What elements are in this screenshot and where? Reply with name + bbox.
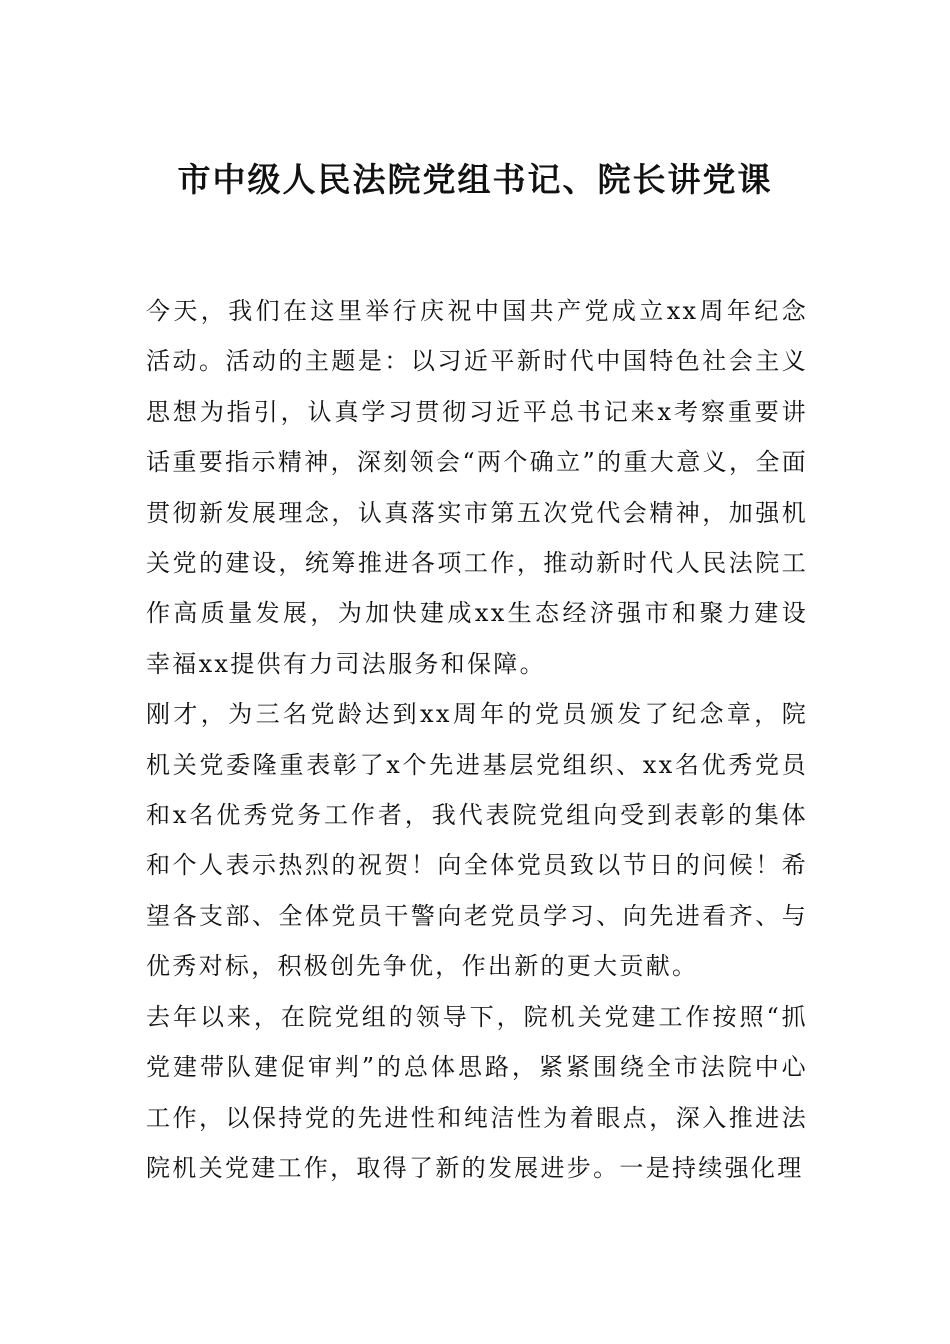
document-title: 市中级人民法院党组书记、院长讲党课 — [177, 160, 773, 199]
paragraph-3: 去年以来，在院党组的领导下，院机关党建工作按照“抓党建带队建促审判”的总体思路，紧紧围绕全市法院中心工作，以保持党的先进性和纯洁性为着眼点，深入推进法院机关党建工作，取得了新的发展进步。一是持续强化理 — [146, 1002, 808, 1182]
document-body — [146, 286, 808, 1193]
paragraph-1: 今天，我们在这里举行庆祝中国共产党成立xx周年纪念活动。活动的主题是：以习近平新时代中国特色社会主义思想为指引，认真学习贯彻习近平总书记来x考察重要讲话重要指示精神，深刻领会“两个确立”的重大意义，全面贯彻新发展理念，认真落实市第五次党代会精神，加强机关党的建设，统筹推进各项工作，推动新时代人民法院工作高质量发展，为加快建成xx生态经济强市和聚力建设幸福xx提供有力司法服务和保障。 — [146, 297, 808, 678]
paragraph-2: 刚才，为三名党龄达到xx周年的党员颁发了纪念章，院机关党委隆重表彰了x个先进基层党组织、xx名优秀党员和x名优秀党务工作者，我代表院党组向受到表彰的集体和个人表示热烈的祝贺！向全体党员致以节日的问候！希望各支部、全体党员干警向老党员学习、向先进看齐、与优秀对标，积极创先争优，作出新的更大贡献。 — [146, 700, 808, 981]
